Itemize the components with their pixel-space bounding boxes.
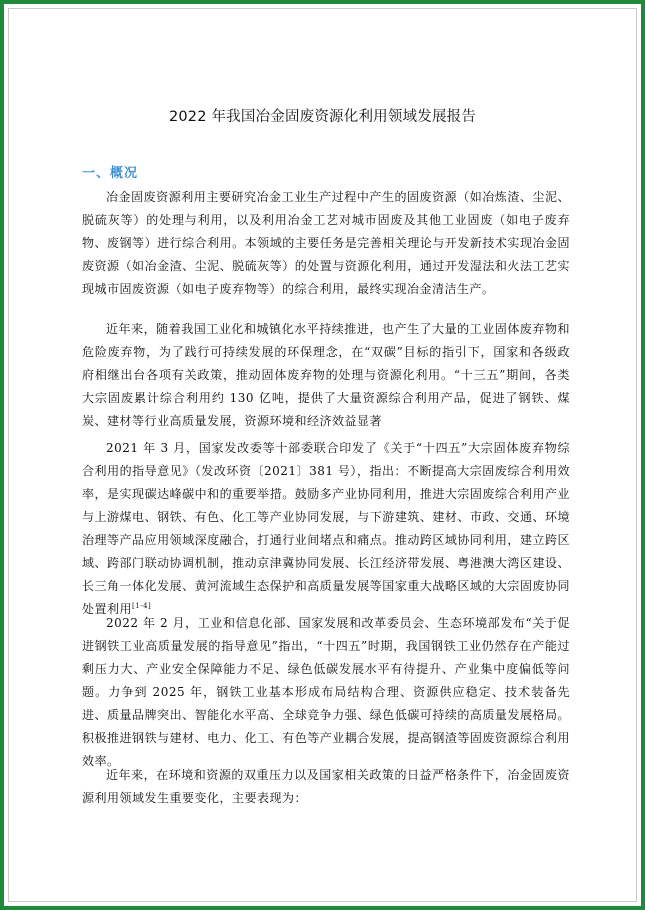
- paragraph-main-changes-intro: 近年来，在环境和资源的双重压力以及国家相关政策的日益严格条件下，冶金固废资源利用领域发生重要变化，主要表现为：: [82, 768, 570, 805]
- citation-reference: [1-4]: [132, 602, 152, 610]
- paragraph-2021-policy: [82, 437, 570, 621]
- paragraph-recent-development: 近年来，随着我国工业化和城镇化水平持续推进，也产生了大量的工业固体废弃物和危险废弃物，为了践行可持续发展的环保理念，在“双碳”目标的指引下，国家和各级政府相继出台各项有关政策，推动固体废弃物的处理与资源化利用。“十三五”期间，各类大宗固废累计综合利用约 130 亿吨，提供了大量资源综合利用产品，促进了钢铁、煤炭、建材等行业高质量发展，资源环境和经济效益显著: [82, 322, 570, 428]
- paragraph-overview-scope: 冶金固废资源利用主要研究冶金工业生产过程中产生的固废资源（如冶炼渣、尘泥、脱硫灰等）的处理与利用，以及利用冶金工艺对城市固废及其他工业固废（如电子废弃物、废钢等）进行综合利用。本领域的主要任务是完善相关理论与开发新技术实现冶金固废资源（如冶金渣、尘泥、脱硫灰等）的处置与资源化利用，通过开发湿法和火法工艺实现城市固废资源（如电子废弃物等）的综合利用，最终实现冶金清洁生产。: [82, 190, 570, 296]
- paragraph-2021-policy-text: 2021 年 3 月，国家发改委等十部委联合印发了《关于“十四五”大宗固体废弃物综合利用的指导意见》（发改环资〔2021〕381 号），指出：不断提高大宗固废综合利用效率，是实现碳达峰碳中和的重要举措。鼓励多产业协同利用，推进大宗固废综合利用产业与上游煤电、钢铁、有色、化工等产业协同发展，与下游建筑、建材、市政、交通、环境治理等产品应用领域深度融合，打通行业间堵点和痛点。推动跨区域协同利用，建立跨区域、跨部门联动协调机制，推动京津冀协同发展、长江经济带发展、粤港澳大湾区建设、长三角一体化发展、黄河流域生态保护和高质量发展等国家重大战略区域的大宗固废协同处置利用: [82, 441, 570, 616]
- section-heading-overview: 一、概况: [82, 166, 139, 181]
- document-title: 2022 年我国冶金固废资源化利用领域发展报告: [168, 109, 477, 125]
- paragraph-2022-steel-guidance: 2022 年 2 月，工业和信息化部、国家发展和改革委员会、生态环境部发布“关于促进钢铁工业高质量发展的指导意见”指出，“十四五”时期，我国钢铁工业仍然存在产能过剩压力大、产业安全保障能力不足、绿色低碳发展水平有待提升、产业集中度偏低等问题。力争到 2025 年，钢铁工业基本形成布局结构合理、资源供应稳定、技术装备先进、质量品牌突出、智能化水平高、全球竞争力强、绿色低碳可持续的高质量发展格局。积极推进钢铁与建材、电力、化工、有色等产业耦合发展，提高钢渣等固废资源综合利用效率。: [82, 616, 570, 768]
